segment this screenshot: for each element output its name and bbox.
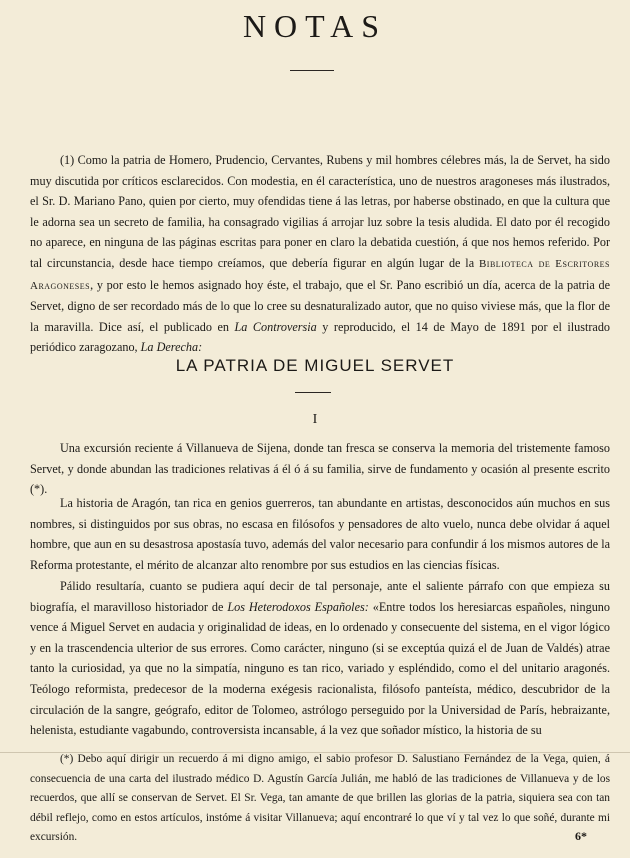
footnote xyxy=(30,750,610,848)
title-divider xyxy=(290,70,334,71)
note-1-paragraph xyxy=(30,150,610,358)
note-1-periodical-1: La Controversia xyxy=(234,319,317,334)
article-paragraph-1-text: Una excursión reciente á Villanueva de Sijena, donde tan fresca se conserva la memoria del tristemente famoso Servet, y donde abundan las tradiciones relativas á él ó á su familia, sirve de fundamento y ocasión al presente escrito (*). xyxy=(30,441,610,497)
article-paragraph-3-text-a: Pálido resultaría, cuanto se pudiera aquí decir de tal personaje, ante el saliente párrafo con que empieza su biografía, el maravilloso historiador de xyxy=(30,579,610,614)
note-1-library-name: Biblioteca de Escritores Aragoneses xyxy=(30,257,610,292)
article-title: LA PATRIA DE MIGUEL SERVET xyxy=(175,356,455,375)
article-paragraph-1 xyxy=(30,438,610,500)
note-1-text-a: (1) Como la patria de Homero, Prudencio, Cervantes, Rubens y mil hombres célebres más, la de Servet, ha sido muy discutida por críticos esclarecidos. Con modestia, en él característica, uno de nuestros aragoneses más ilustrados, el Sr. D. Mariano Pano, quien por cierto, muy ofendidas tiene á las letras, por haberse obstinado, en que la cultura que le adorna sea un secreto de familia, ha consagrado vigilias á arrojar luz sobre la tesis aludida. El dato por él recogido no aparece, en ninguna de las páginas escritas para poner en claro la debatida cuestión, á que nos hemos referido. Por tal circunstancia, desde hace tiempo creíamos, que debería figurar en algún lugar de la xyxy=(30,153,610,270)
article-paragraph-3 xyxy=(30,576,610,741)
note-1-text-b: , y por esto le hemos asignado hoy éste, el trabajo, que el Sr. Pano escribió un día, acerca de la patria de Servet, digno de ser recordado más de lo que lo cree su desnaturalizado autor, que no quiso viviese más, que la flor de la maravilla. Dice así, el publicado en xyxy=(30,277,610,334)
note-1-text-c: y reproducido, el 14 de Mayo de 1891 por el ilustrado periódico zaragozano, xyxy=(30,319,611,355)
article-paragraph-2-text: La historia de Aragón, tan rica en genios guerreros, tan abundante en artistas, desconocidos aún muchos en sus nombres, si distinguidos por sus obras, no escasa en filósofos y pensadores de alto vuelo, nunca debe olvidar á aquel hombre, que aun en su desastrosa apostasía tuvo, además del valor necesario para confundir á los mismos autores de la Reforma protestante, el mérito de alcanzar alto renombre por sus estudios en las ciencias físicas. xyxy=(30,496,610,572)
note-1-periodical-2: La Derecha: xyxy=(140,340,203,355)
page-title: NOTAS xyxy=(242,8,388,44)
signature-mark: 6* xyxy=(575,829,587,843)
section-number: I xyxy=(312,412,318,427)
article-title-divider xyxy=(295,392,331,393)
article-paragraph-2 xyxy=(30,493,610,575)
article-paragraph-3-text-b: «Entre todos los heresiarcas españoles, ninguno vence á Miguel Servet en audacia y originalidad de ideas, en lo ordenado y consecuente del sistema, en el vigor lógico y en la trascendencia ulterior de sus errores. Como carácter, ninguno (si se exceptúa quizá el de Juan de Valdés) atrae tanto la curiosidad, ya que no la simpatía, ninguno es tan rico, variado y espléndido, como el del unitario aragonés. Teólogo reformista, predecesor de la moderna exégesis racionalista, filósofo panteísta, médico, descubridor de la circulación de la sangre, geógrafo, editor de Tolomeo, astrólogo perseguido por la Universidad de París, hebraizante, helenista, estudiante vagabundo, controversista incansable, á la vez que soñador místico, la historia de su xyxy=(30,599,610,738)
book-title: Los Heterodoxos Españoles: xyxy=(227,599,369,614)
footnote-text: (*) Debo aquí dirigir un recuerdo á mi digno amigo, el sabio profesor D. Salustiano Fernández de la Vega, quien, á consecuencia de una carta del ilustrado médico D. Agustín García Julián, me habló de las tradiciones de Villanueva y de los recuerdos, que allí se conservan de Servet. El Sr. Vega, tan amante de que brillen las glorias de la patria, siquiera sea con tan débil reflejo, como en estos artículos, instóme á visitar Villanueva; aquí encontraré lo que ví y tal vez lo que soñé, durante mi excursión. xyxy=(30,753,610,843)
